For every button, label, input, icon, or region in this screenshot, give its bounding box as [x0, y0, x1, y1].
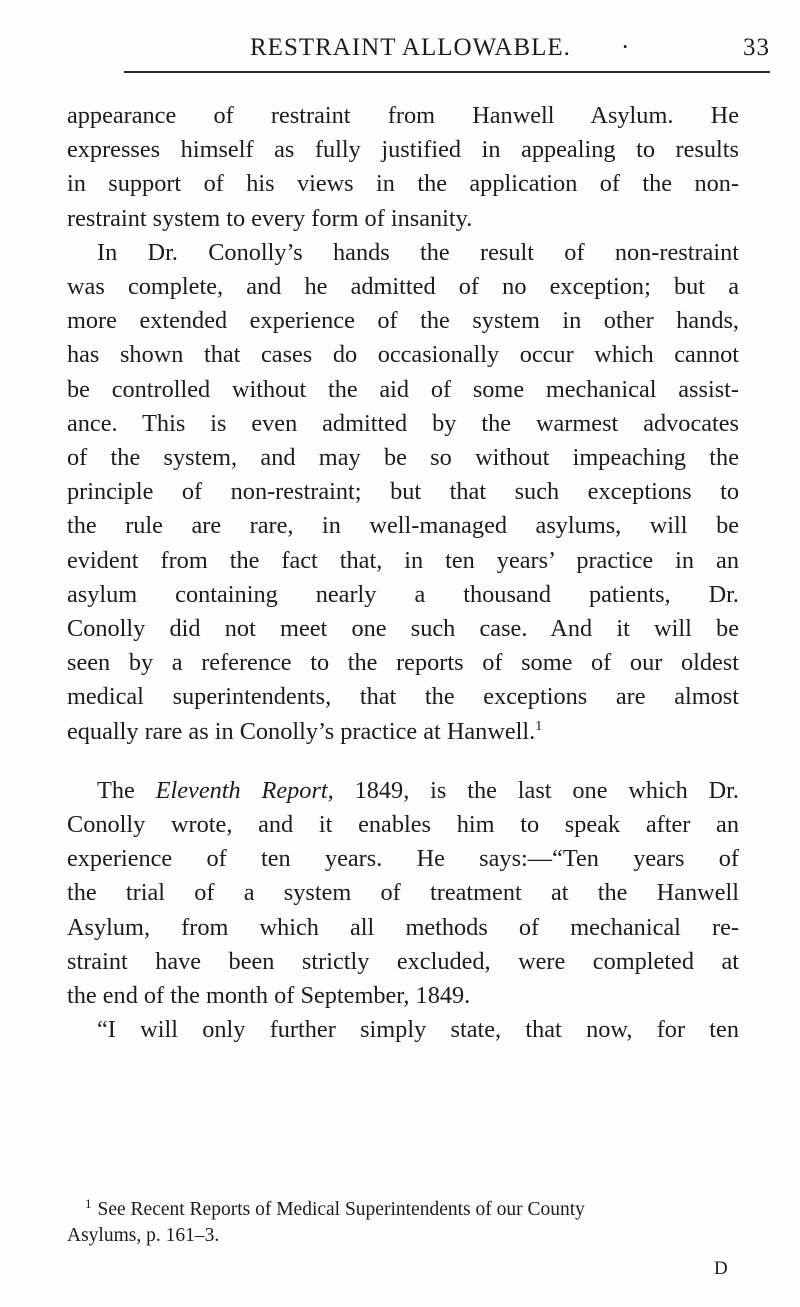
text-line: was complete, and he admitted of no exception; but a — [67, 273, 739, 301]
text-line: straint have been strictly excluded, were completed at — [67, 947, 739, 975]
text-line: In Dr. Conolly’s hands the result of non-restraint — [97, 238, 739, 266]
text-line: the end of the month of September, 1849. — [67, 982, 471, 1010]
text-line: Conolly did not meet one such case. And it will be — [67, 615, 739, 643]
text-line: ance. This is even admitted by the warmest advocates — [67, 409, 739, 437]
text-line: Asylum, from which all methods of mechanical re- — [67, 913, 739, 941]
text-line: seen by a reference to the reports of some of our oldest — [67, 649, 739, 677]
text-line: medical superintendents, that the exceptions are almost — [67, 683, 739, 711]
text-line: evident from the fact that, in ten years’ practice in an — [67, 546, 739, 574]
text-line — [67, 774, 739, 808]
footnote-line — [67, 1197, 739, 1223]
footnote — [67, 1197, 739, 1249]
text-line: the trial of a system of treatment at the Hanwell — [67, 879, 739, 907]
page-number: 33 — [743, 34, 770, 61]
text-line: appearance of restraint from Hanwell Asylum. He — [67, 102, 739, 129]
running-head-mark: · — [621, 34, 631, 61]
header-rule — [124, 71, 770, 73]
body-text — [67, 99, 739, 1047]
text-line: has shown that cases do occasionally occur which cannot — [67, 341, 739, 369]
running-head — [250, 28, 770, 64]
text-line: more extended experience of the system in other hands, — [67, 307, 739, 335]
p3-start: The — [97, 776, 156, 804]
paragraph-gap — [67, 749, 739, 774]
text-line: of the system, and may be so without impeaching the — [67, 444, 739, 472]
text-line: be controlled without the aid of some mechanical assist- — [67, 375, 739, 403]
text-line: “I will only further simply state, that now, for ten — [97, 1016, 739, 1044]
footnote-reference[interactable]: 1 — [535, 718, 543, 734]
signature-mark: D — [714, 1258, 728, 1279]
text-line: the rule are rare, in well-managed asylums, will be — [67, 512, 739, 540]
text-line: restraint system to every form of insanity. — [67, 204, 473, 232]
text-line: expresses himself as fully justified in appealing to results — [67, 136, 739, 164]
text-line — [67, 715, 739, 749]
footnote-line: Asylums, p. 161–3. — [67, 1225, 220, 1246]
p3-first-rest: 1849, is the last one which Dr. — [333, 776, 739, 804]
footnote-number: 1 — [85, 1195, 92, 1211]
text-line: in support of his views in the application of the non- — [67, 170, 739, 198]
running-head-title: RESTRAINT ALLOWABLE. — [250, 34, 571, 61]
text-line: experience of ten years. He says:—“Ten years of — [67, 845, 739, 873]
footnote-text: See Recent Reports of Medical Superintendents of our County — [97, 1199, 585, 1220]
text-line-content: equally rare as in Conolly’s practice at Hanwell. — [67, 717, 536, 745]
text-line: principle of non-restraint; but that such exceptions to — [67, 478, 739, 506]
report-title: Eleventh Report, — [155, 776, 334, 804]
text-line: asylum containing nearly a thousand patients, Dr. — [67, 580, 739, 608]
text-line: Conolly wrote, and it enables him to speak after an — [67, 811, 739, 839]
